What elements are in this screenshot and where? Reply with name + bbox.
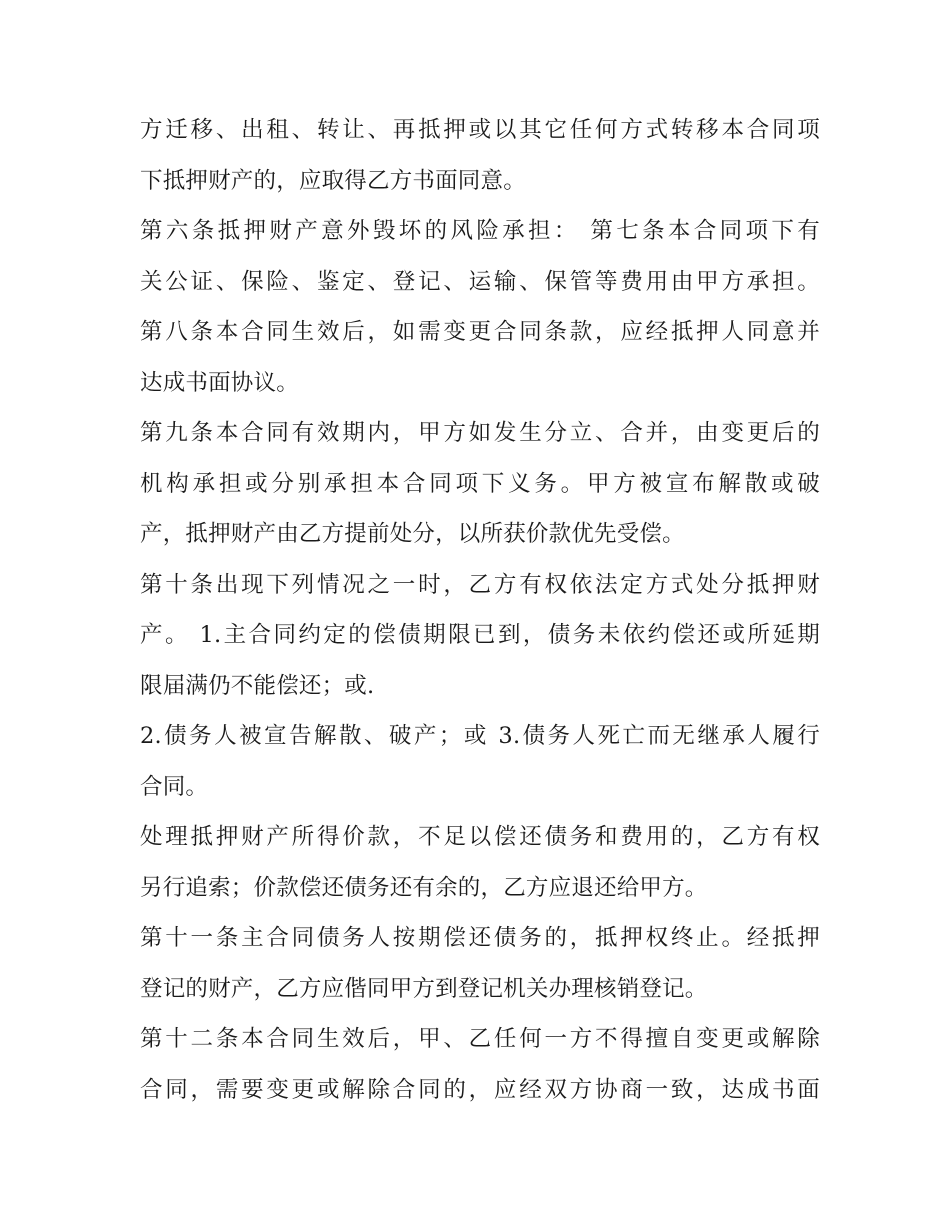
paragraph-5 [140,560,820,712]
document-body [140,105,820,1115]
paragraph-4 [140,408,820,560]
text-line: 第八条本合同生效后，如需变更合同条款，应经抵押人同意并 [140,319,820,345]
paragraph-9 [140,1014,820,1115]
text-line: 关公证、保险、鉴定、登记、运输、保管等费用由甲方承担。 [140,268,820,295]
paragraph-1 [140,105,820,206]
text-line: 方迁移、出租、转让、再抵押或以其它任何方式转移本合同项 [140,117,820,143]
paragraph-2 [140,206,820,307]
text-line: 第六条抵押财产意外毁坏的风险承担： 第七条本合同项下有 [140,218,820,244]
text-line: 登记的财产，乙方应偕同甲方到登记机关办理核销登记。 [140,975,708,1002]
text-line: 第十条出现下列情况之一时，乙方有权依法定方式处分抵押财 [140,571,820,598]
text-line: 下抵押财产的，应取得乙方书面同意。 [140,167,526,194]
text-line: 另行追索；价款偿还债务还有余的，乙方应退还给甲方。 [140,874,708,901]
text-line: 产。 1.主合同约定的偿债期限已到，债务未依约偿还或所延期 [140,622,820,648]
paragraph-8 [140,913,820,1014]
text-line: 2.债务人被宣告解散、破产；或 3.债务人死亡而无继承人履行 [140,723,820,749]
text-line: 限届满仍不能偿还；或. [140,672,375,699]
text-line: 合同。 [140,773,209,800]
paragraph-6 [140,711,820,812]
text-line: 达成书面协议。 [140,369,299,396]
paragraph-3 [140,307,820,408]
text-line: 第九条本合同有效期内，甲方如发生分立、合并，由变更后的 [140,420,820,446]
paragraph-7 [140,812,820,913]
text-line: 机构承担或分别承担本合同项下义务。甲方被宣布解散或破 [140,470,820,497]
text-line: 合同，需要变更或解除合同的，应经双方协商一致，达成书面 [140,1076,820,1103]
text-line: 第十一条主合同债务人按期偿还债务的，抵押权终止。经抵押 [140,925,820,951]
text-line: 产，抵押财产由乙方提前处分，以所获价款优先受偿。 [140,521,685,547]
text-line: 第十二条本合同生效后，甲、乙任何一方不得擅自变更或解除 [140,1026,820,1052]
text-line: 处理抵押财产所得价款，不足以偿还债务和费用的，乙方有权 [140,824,820,850]
